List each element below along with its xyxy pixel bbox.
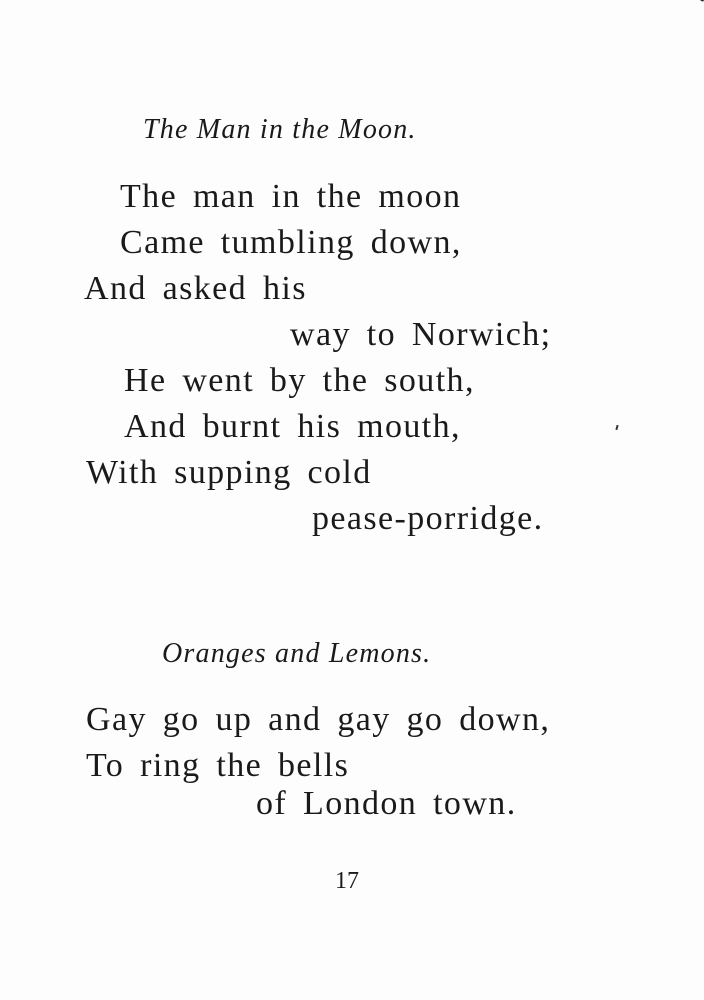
poem-line: He went by the south,: [124, 362, 475, 399]
ink-speck: [615, 425, 618, 430]
poem-line: way to Norwich;: [290, 316, 552, 353]
poem-line: And asked his: [84, 270, 307, 307]
page-corner-mark: [668, 0, 704, 2]
poem-line: Came tumbling down,: [120, 224, 462, 261]
poem-line: of London town.: [256, 785, 517, 822]
poem-line: pease-porridge.: [312, 500, 544, 537]
poem-title: The Man in the Moon.: [143, 114, 417, 145]
page-number: 17: [335, 868, 359, 894]
poem-title: Oranges and Lemons.: [162, 638, 432, 669]
poem-line: To ring the bells: [86, 747, 350, 784]
poem-line: The man in the moon: [120, 178, 462, 215]
poem-line: Gay go up and gay go down,: [86, 701, 551, 738]
poem-line: And burnt his mouth,: [124, 408, 461, 445]
poem-line: With supping cold: [86, 454, 372, 491]
